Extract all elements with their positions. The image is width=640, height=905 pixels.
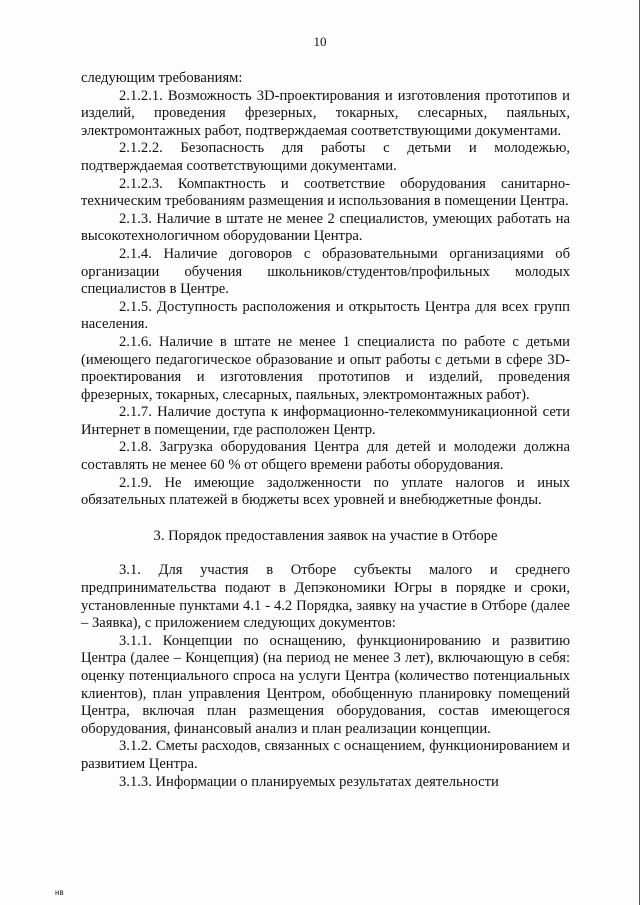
paragraph: 2.1.7. Наличие доступа к информационно-телекоммуникационной сети Интернет в помещении, где расположен Центр.: [81, 404, 570, 438]
paragraph: 2.1.3. Наличие в штате не менее 2 специалистов, умеющих работать на высокотехнологичном оборудовании Центра.: [81, 210, 570, 245]
document-body: [81, 70, 570, 791]
paragraph: 2.1.5. Доступность расположения и открытость Центра для всех групп населения.: [81, 298, 570, 333]
paragraph: 2.1.6. Наличие в штате не менее 1 специалиста по работе с детьми (имеющего педагогическое образование и опыт работы с детьми в сфере 3D-проектирования и изготовления прототипов и изделий, проведения фрезерных, токарных, слесарных, паяльных, электромонтажных работ).: [81, 333, 570, 403]
page-number: 10: [313, 34, 327, 49]
paragraph: 2.1.4. Наличие договоров с образовательными организациями об организации обучения школьников/студентов/профильных молодых специалистов в Центре.: [81, 245, 570, 298]
paragraph: 3.1.2. Сметы расходов, связанных с оснащением, функционированием и развитием Центра.: [81, 738, 570, 772]
paragraph: 2.1.2.1. Возможность 3D-проектирования и изготовления прототипов и изделий, проведения фрезерных, токарных, слесарных, паяльных, электромонтажных работ, подтверждаемая соответствующими документами.: [81, 87, 570, 139]
paragraph: следующим требованиям:: [81, 70, 243, 86]
paragraph: 2.1.8. Загрузка оборудования Центра для детей и молодежи должна составлять не менее 60 % от общего времени работы оборудования.: [81, 439, 570, 474]
paragraph: 2.1.2.2. Безопасность для работы с детьми и молодежью, подтверждаемая соответствующими документами.: [81, 140, 570, 174]
footer-initials: нв: [55, 888, 64, 897]
paragraph: 2.1.2.3. Компактность и соответствие оборудования санитарно-техническим требованиям размещения и использования в помещении Центра.: [81, 175, 570, 210]
paragraph: 2.1.9. Не имеющие задолженности по уплате налогов и иных обязательных платежей в бюджеты всех уровней и внебюджетные фонды.: [81, 474, 570, 509]
section-heading: 3. Порядок предоставления заявок на участие в Отборе: [153, 527, 498, 544]
paragraph: 3.1. Для участия в Отборе субъекты малого и среднего предпринимательства подают в Депэкономики Югры в порядке и сроки, установленные пунктами 4.1 - 4.2 Порядка, заявку на участие в Отборе (далее – Заявка), с приложением следующих документов:: [81, 562, 570, 632]
paragraph: 3.1.1. Концепции по оснащению, функционированию и развитию Центра (далее – Концепция) (на период не менее 3 лет), включающую в себя: оценку потенциального спроса на услуги Центра (количество потенциальных клиентов), план управления Центром, обобщенную планировку помещений Центра, включая план размещения оборудования, состав имеющегося оборудования, финансовый анализ и план реализации концепции.: [81, 632, 570, 737]
paragraph: 3.1.3. Информации о планируемых результатах деятельности: [119, 773, 499, 790]
